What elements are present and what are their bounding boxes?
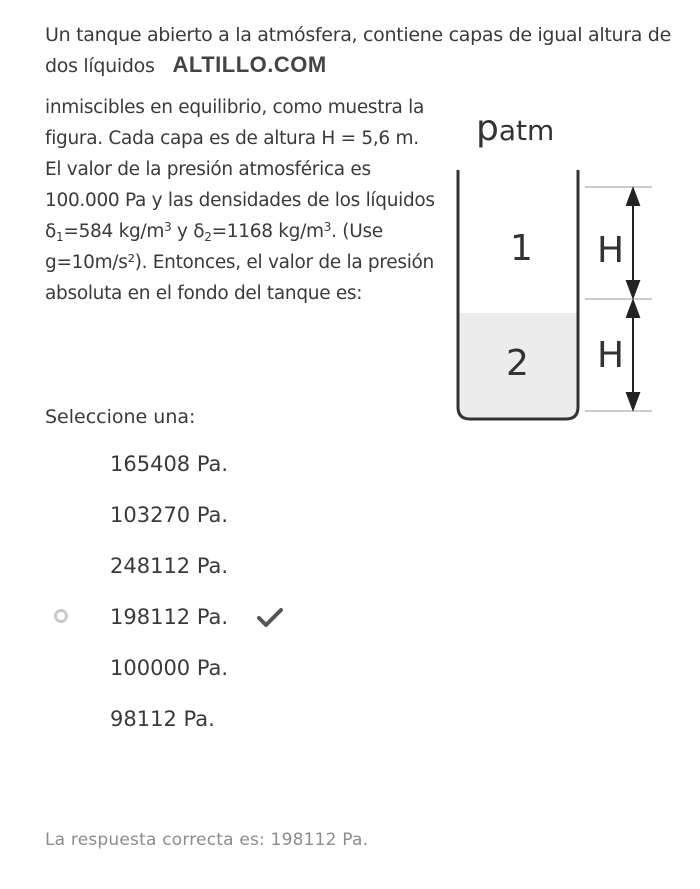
tank-diagram [440,95,690,435]
answer-option-1[interactable] [0,440,700,491]
statement-text-1: inmiscibles en equilibrio, como muestra la figura. Cada capa es de altura H = 5,6 m. El valor de la presión atmosférica es 100.000 Pa y las densidades de los líquidos δ [45,97,435,242]
select-prompt: Seleccione una: [45,406,196,428]
layer-1-label: 1 [510,228,533,269]
answer-option-label[interactable]: 103270 Pa. [110,503,229,527]
patm-main: p [476,108,499,149]
answer-option-label[interactable]: 165408 Pa. [110,452,229,476]
statement-text-5: . (Use g=10m/s²). Entonces, el valor de la presión absoluta en el fondo del tanque es: [45,221,434,304]
patm-subscript: atm [498,114,555,147]
superscript-2: 3 [323,220,332,234]
subscript-2: 2 [204,230,212,244]
question-intro [45,20,685,81]
watermark-logo: ALTILLO.COM [172,52,327,77]
answer-option-label[interactable]: 198112 Pa. [110,605,229,629]
answer-option-label[interactable]: 100000 Pa. [110,656,229,680]
h-top-label: H [597,230,625,271]
check-icon [256,605,284,629]
h-bottom-label: H [597,335,625,376]
answer-option-6[interactable] [0,695,700,746]
statement-text-3: y δ [171,221,205,242]
answer-option-label[interactable]: 248112 Pa. [110,554,229,578]
subscript-1: 1 [56,230,64,244]
radio-button-selected[interactable] [54,609,68,623]
layer-2-label: 2 [506,343,529,384]
answer-option-3[interactable] [0,542,700,593]
tank-figure [440,95,690,435]
answer-option-2[interactable] [0,491,700,542]
dimension-lines [585,187,652,411]
statement-text-4: =1168 kg/m [211,221,324,242]
question-intro-text: Un tanque abierto a la atmósfera, contiene capas de igual altura de dos líquidos [45,24,671,77]
patm-label [476,108,554,149]
answer-option-5[interactable] [0,644,700,695]
question-statement [45,92,435,309]
superscript-1: 3 [164,220,172,234]
statement-text-2: =584 kg/m [63,221,165,242]
correct-answer-feedback: La respuesta correcta es: 198112 Pa. [45,830,369,850]
answer-option-label[interactable]: 98112 Pa. [110,707,215,731]
answer-option-4[interactable] [0,593,700,644]
answer-options [0,440,700,746]
